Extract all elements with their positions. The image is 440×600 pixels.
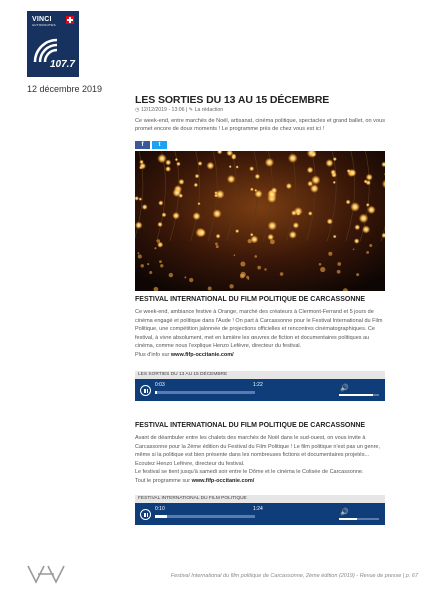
article-meta-author: La rédaction bbox=[194, 107, 224, 113]
pause-button[interactable] bbox=[140, 509, 151, 520]
festival-logo bbox=[24, 564, 68, 590]
article-meta bbox=[135, 107, 385, 113]
player1-label: LES SORTIES DU 13 AU 15 DÉCEMBRE bbox=[135, 371, 385, 379]
player2-current-time: 0:10 bbox=[155, 506, 165, 512]
section2-body bbox=[135, 434, 385, 486]
section2-body-text: Avant de déambuler entre les chalets des marchés de Noël dans le sud-ouest, on vous invite à Carcassonne pour la 2ème édition du Festival du Film Politique ! Le film politique n'est pas un genre, même si la politique est bien présente dans les nombreuses fictions et documentaires projetés... Ecoutez Henzo Lefèvre, directeur du festival. bbox=[135, 435, 381, 467]
player2-volume-slider[interactable] bbox=[339, 518, 379, 520]
player2-controls bbox=[135, 503, 385, 525]
section2-more-prefix: Tout le programme sur bbox=[135, 477, 192, 484]
section2-title: FESTIVAL INTERNATIONAL DU FILM POLITIQUE DE CARCASSONNE bbox=[135, 422, 366, 429]
section1-body-text: Ce week-end, ambiance festive à Orange, marché des créateurs à Clermont-Ferrand et 5 jours de cinéma engagé et politique dans l'Aude ! On part à Carcassonne pour le Festival International du Film Politique, une compétition jalonnée de projections officielles et rencontres cinématographiques. Ce festival, à vivre absolument, met en lumière les œuvres de fiction et documentaires politiques au cinéma, comme nous l'explique Henzo Lefèvre, directeur du festival. bbox=[135, 309, 383, 350]
audio-player-2 bbox=[135, 495, 385, 525]
section2-line2: Le festival se tient jusqu'à samedi soir entre le Dôme et le cinéma le Colisée de Carcassonne. bbox=[135, 469, 364, 476]
page-date: 12 décembre 2019 bbox=[27, 84, 103, 94]
article-meta-date: 12/12/2019 - 13:06 bbox=[140, 107, 185, 113]
player1-volume-fill bbox=[339, 394, 373, 396]
article-intro: Ce week-end, entre marchés de Noël, artisanat, cinéma politique, spectacles et grand ballet, on vous promet encore de doux moments ! Le programme près de chez vous est ici ! bbox=[135, 118, 385, 132]
player1-current-time: 0:03 bbox=[155, 382, 165, 388]
clock-icon: ◷ bbox=[135, 107, 140, 113]
festival-logo-mark bbox=[24, 564, 68, 584]
volume-icon[interactable]: 🔊 bbox=[340, 385, 349, 392]
section1-more-prefix: Plus d'info sur bbox=[135, 351, 171, 358]
player2-duration: 1:24 bbox=[253, 506, 263, 512]
player1-controls bbox=[135, 379, 385, 401]
player1-progress-bar[interactable] bbox=[155, 391, 255, 394]
twitter-share-button[interactable]: t bbox=[152, 141, 167, 149]
player1-progress-fill bbox=[155, 391, 157, 394]
share-buttons bbox=[135, 141, 167, 149]
footer-caption: Festival International du film politique de Carcassonne, 2ème édition (2019) - Revue de presse | p. 67 bbox=[170, 573, 418, 579]
player1-volume-slider[interactable] bbox=[339, 394, 379, 396]
section2-more-link[interactable]: www.fifp-occitanie.com/ bbox=[191, 477, 255, 484]
pause-button[interactable] bbox=[140, 385, 151, 396]
audio-player-1 bbox=[135, 371, 385, 401]
cross-icon bbox=[66, 16, 74, 24]
meta-separator: | bbox=[186, 107, 189, 113]
pencil-icon: ✎ bbox=[188, 107, 194, 113]
volume-icon[interactable]: 🔊 bbox=[340, 509, 349, 516]
article-title: LES SORTIES DU 13 AU 15 DÉCEMBRE bbox=[135, 94, 330, 106]
radio-logo bbox=[27, 11, 79, 77]
player2-volume-fill bbox=[339, 518, 357, 520]
section1-more-link[interactable]: www.fifp-occitanie.com/ bbox=[170, 351, 234, 358]
player1-duration: 1:22 bbox=[253, 382, 263, 388]
facebook-share-button[interactable]: f bbox=[135, 141, 150, 149]
player2-progress-bar[interactable] bbox=[155, 515, 255, 518]
player2-progress-fill bbox=[155, 515, 167, 518]
section1-title: FESTIVAL INTERNATIONAL DU FILM POLITIQUE DE CARCASSONNE bbox=[135, 296, 366, 303]
article-photo bbox=[135, 151, 385, 291]
logo-frequency: 107.7 bbox=[49, 59, 75, 70]
logo-brand: VINCI AUTOROUTES bbox=[32, 16, 56, 27]
section1-body bbox=[135, 308, 385, 360]
player2-label: FESTIVAL INTERNATIONAL DU FILM POLITIQUE bbox=[135, 495, 385, 503]
